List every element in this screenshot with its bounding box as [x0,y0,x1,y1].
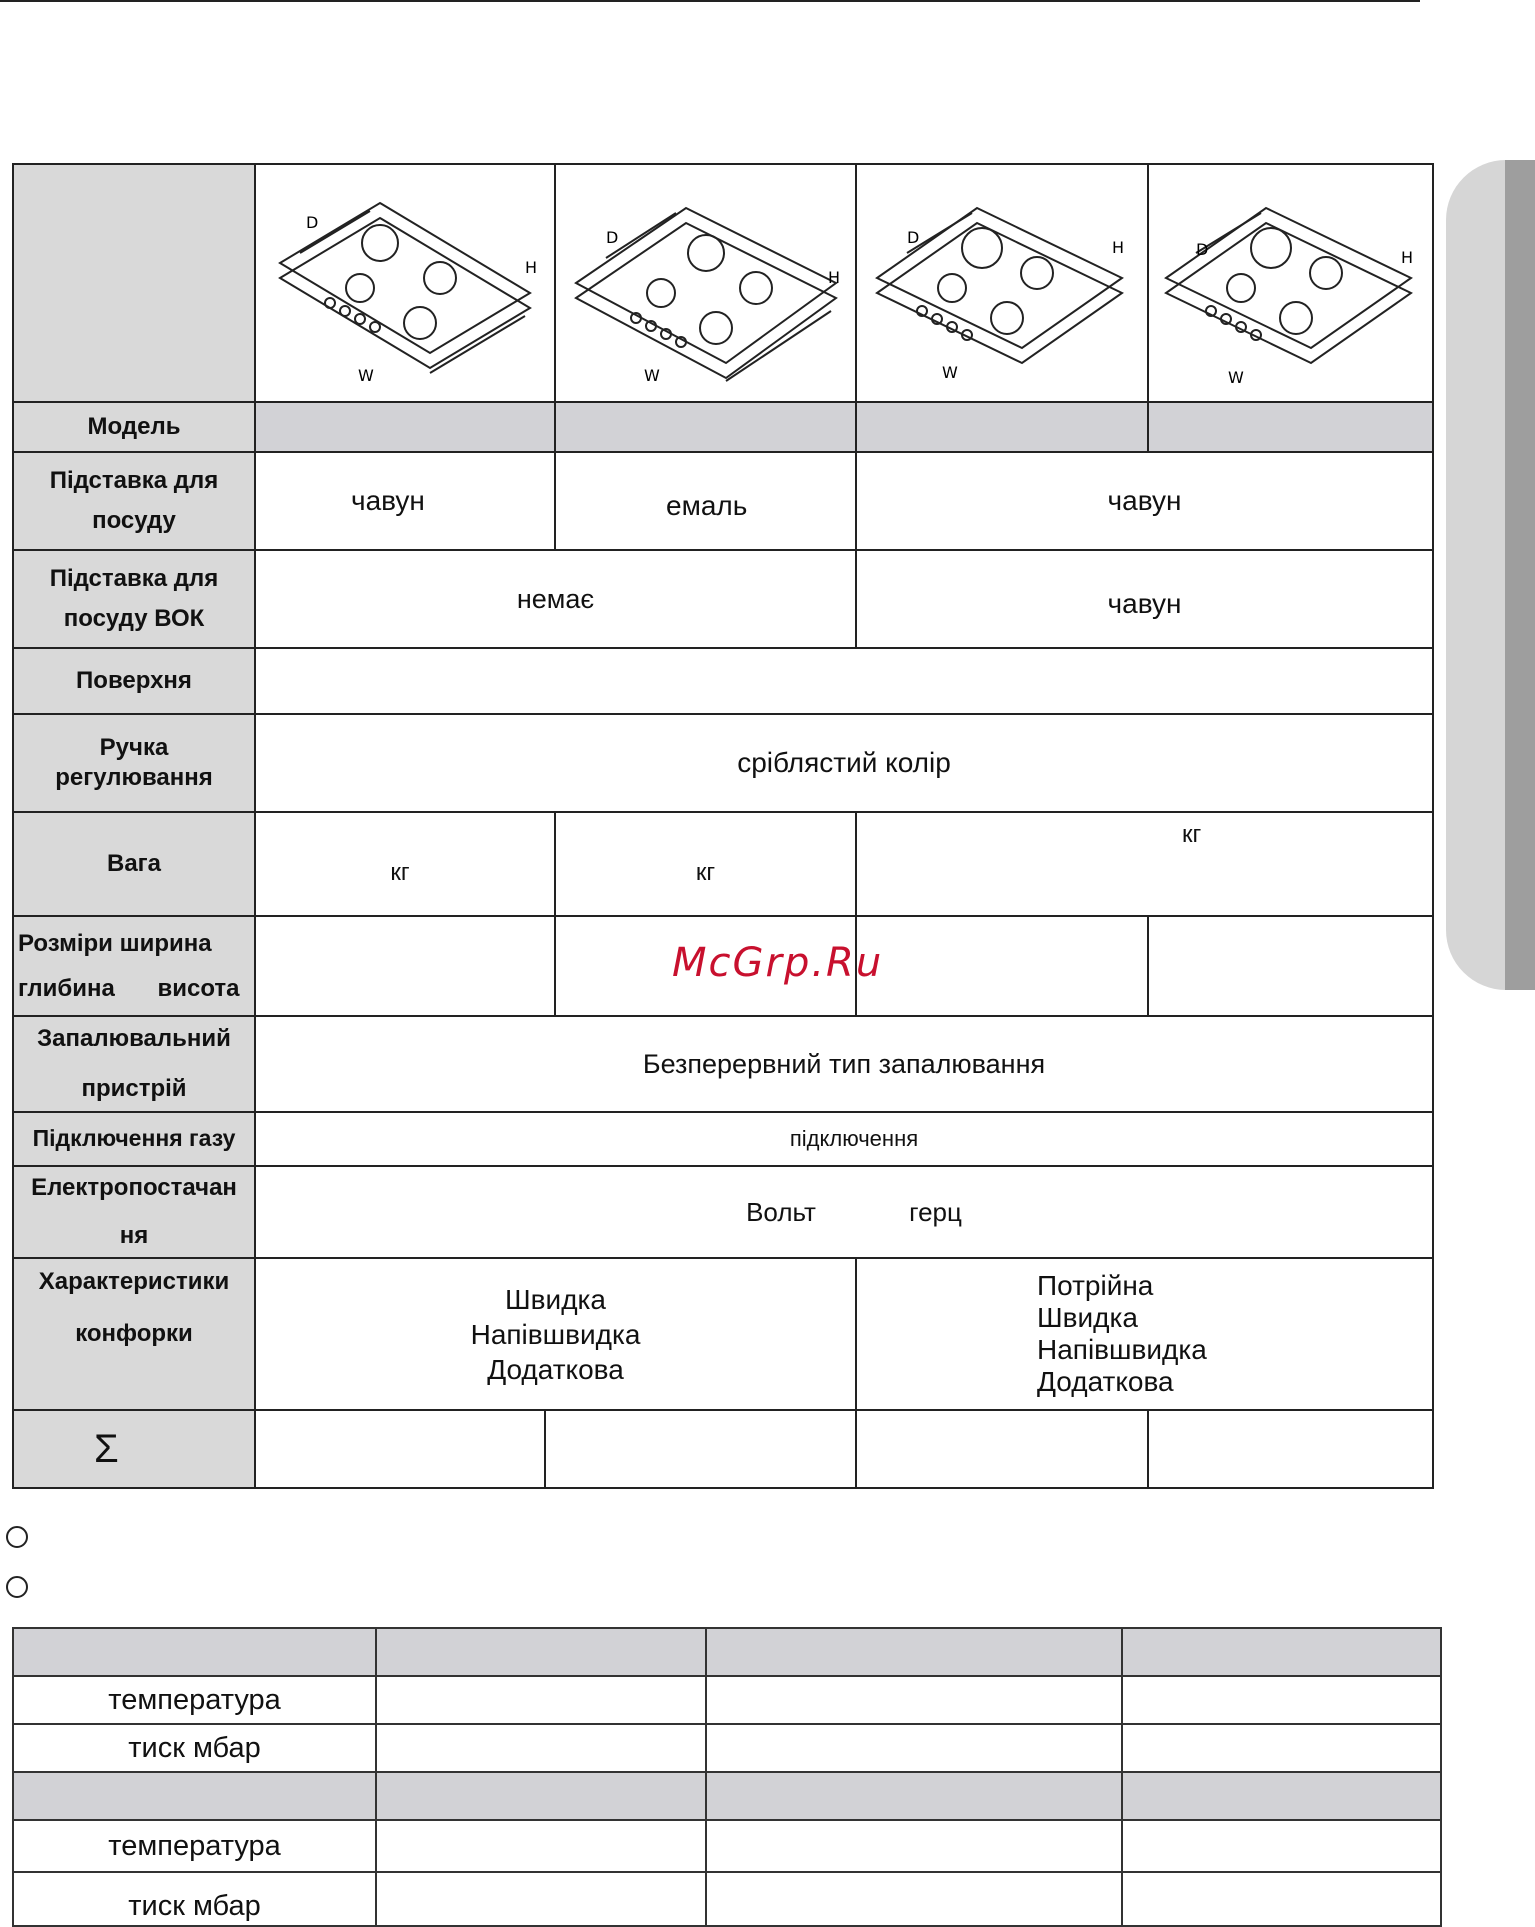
svg-text:H: H [1112,238,1125,257]
surface-label: Поверхня [13,648,255,714]
weight-label: Вага [13,812,255,916]
sum-cell-4 [1148,1410,1433,1488]
gas-table-cell [1122,1724,1441,1772]
pan-support-value-2: емаль [555,452,856,550]
gas-table-cell [376,1724,706,1772]
hob-drawing-1 [255,164,555,402]
burner-left-1: Швидка [505,1283,606,1315]
svg-text:D: D [907,228,920,247]
svg-text:D: D [1195,240,1208,259]
pan-support-value-3: чавун [856,452,1433,550]
svg-text:H: H [827,268,840,287]
gas-table-cell [706,1872,1122,1926]
model-label: Модель [13,402,255,452]
sum-label: Σ [13,1410,255,1488]
power-label-line2: ня [119,1222,149,1249]
gas-table-row-pressure-1: тиск мбар [13,1724,376,1772]
wok-support-label: Підставка для посуду ВОК [13,550,255,648]
top-rule [0,0,1420,2]
igniter-label-line2: пристрій [81,1075,187,1102]
spec-table [12,163,1434,1489]
svg-text:D: D [306,213,319,232]
gas-table-cell [376,1820,706,1872]
pan-support-value-1: чавун [255,452,555,550]
gas-value: підключення [255,1112,1433,1166]
bullet-1 [6,1526,28,1548]
weight-unit-2: кг [555,812,856,916]
gas-table-header-cell-3 [706,1628,1122,1676]
gas-table-cell [376,1872,706,1926]
corner-cell [13,164,255,402]
burners-left [255,1258,856,1410]
gas-table-header-cell-3b [706,1772,1122,1820]
knob-value: сріблястий колір [255,714,1433,812]
watermark: McGrp.Ru [672,940,884,986]
gas-label: Підключення газу [13,1112,255,1166]
svg-text:W: W [1227,368,1244,383]
surface-value [255,648,1433,714]
pan-support-label: Підставка для посуду [13,452,255,550]
gas-table-cell [376,1676,706,1724]
gas-table-row-pressure-2: тиск мбар [13,1872,376,1926]
wok-support-value-1: немає [255,550,856,648]
model-cell-1 [255,402,555,452]
weight-unit-3: кг [856,812,1433,916]
burner-right-3: Напівшвидка [1037,1334,1207,1365]
side-tab-strip [1505,160,1535,990]
svg-text:W: W [358,366,374,383]
dimensions-label-depth: глибина [18,975,115,1002]
hob-drawing-4 [1148,164,1433,402]
power-value [255,1166,1433,1258]
model-cell-3 [856,402,1148,452]
hob-drawing-3 [856,164,1148,402]
hob-drawing-2 [555,164,856,402]
svg-text:H: H [1400,248,1413,267]
sum-cell-3 [856,1410,1148,1488]
power-hertz: герц [909,1196,962,1227]
gas-table [12,1627,1442,1927]
gas-table-header-cell-2 [376,1628,706,1676]
bullet-2 [6,1576,28,1598]
gas-table-cell [1122,1872,1441,1926]
gas-table-header-cell-4 [1122,1628,1441,1676]
svg-text:W: W [643,366,660,383]
gas-table-cell [706,1676,1122,1724]
dimensions-cell-4 [1148,916,1433,1016]
burners-label-line2: конфорки [75,1320,193,1347]
igniter-value: Безперервний тип запалювання [255,1016,1433,1112]
igniter-label-line1: Запалювальний [37,1025,231,1052]
burner-right-4: Додаткова [1037,1366,1174,1398]
burners-label-line1: Характеристики [38,1268,230,1295]
gas-table-header-2 [13,1772,376,1820]
svg-text:H: H [525,258,538,277]
dimensions-label [13,916,255,1016]
wok-support-value-2: чавун [856,550,1433,648]
burner-left-2: Напівшвидка [470,1318,641,1350]
svg-text:W: W [942,363,958,382]
weight-unit-1: кг [255,812,555,916]
svg-text:D: D [605,228,618,247]
dimensions-cell-3 [856,916,1148,1016]
gas-table-cell [1122,1820,1441,1872]
burner-right-1: Потрійна [1037,1269,1154,1301]
model-cell-4 [1148,402,1433,452]
burner-right-2: Швидка [1037,1301,1138,1333]
gas-table-header-cell-4b [1122,1772,1441,1820]
gas-table-row-temperature-2: температура [13,1820,376,1872]
sum-cell-2 [545,1410,856,1488]
burners-right [856,1258,1433,1410]
sum-cell-1 [255,1410,545,1488]
burners-label [13,1258,255,1410]
gas-table-cell [1122,1676,1441,1724]
model-cell-2 [555,402,856,452]
power-label [13,1166,255,1258]
power-label-line1: Електропостачан [31,1174,237,1201]
gas-table-cell [706,1724,1122,1772]
gas-table-row-temperature-1: температура [13,1676,376,1724]
power-volt: Вольт [746,1196,816,1227]
dimensions-label-line1: Розміри ширина [18,929,212,957]
gas-table-header-1 [13,1628,376,1676]
gas-table-header-cell-2b [376,1772,706,1820]
dimensions-cell-1 [255,916,555,1016]
gas-table-cell [706,1820,1122,1872]
knob-label: Ручка регулювання [13,714,255,812]
igniter-label [13,1016,255,1112]
burner-left-3: Додаткова [487,1353,624,1385]
dimensions-label-height: висота [157,975,240,1002]
